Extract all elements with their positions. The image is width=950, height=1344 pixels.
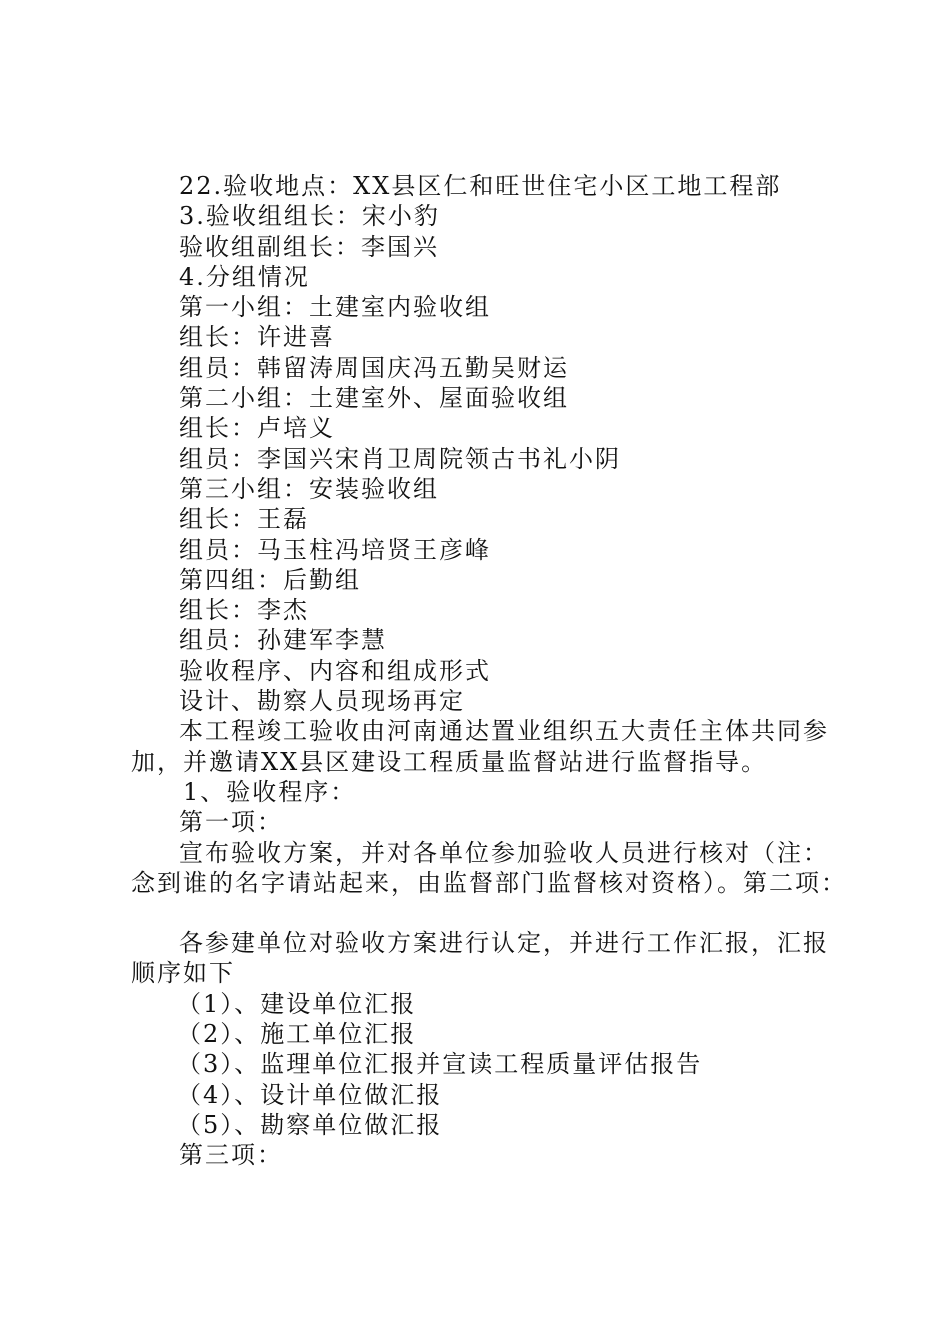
text-line: 第三小组：安装验收组 (179, 474, 439, 503)
text-line: 22.验收地点：XX县区仁和旺世住宅小区工地工程部 (179, 172, 782, 200)
text-line: 3.验收组组长：宋小豹 (179, 202, 440, 231)
text-line: 第四组：后勤组 (179, 565, 361, 594)
text-line: 设计、勘察人员现场再定 (179, 687, 465, 716)
text-line: 第二小组：土建室外、屋面验收组 (179, 384, 569, 413)
text-line: 组长：许进喜 (179, 323, 335, 352)
text-line: 验收程序、内容和组成形式 (179, 656, 491, 685)
paragraph-gap (131, 898, 831, 928)
text-line: 组员：韩留涛周国庆冯五勤吴财运 (179, 353, 569, 382)
text-line: 验收组副组长：李国兴 (179, 232, 439, 261)
text-line: 宣布验收方案，并对各单位参加验收人员进行核对（注： (179, 838, 829, 867)
text-line: 1、验收程序： (183, 777, 357, 806)
text-line: （2）、施工单位汇报 (177, 1020, 417, 1049)
text-line: 念到谁的名字请站起来，由监督部门监督核对资格）。第二项： (131, 868, 847, 897)
text-line: （1）、建设单位汇报 (177, 989, 417, 1018)
text-line: 加，并邀请XX县区建设工程质量监督站进行监督指导。 (131, 747, 768, 776)
text-line: 各参建单位对验收方案进行认定，并进行工作汇报，汇报 (179, 929, 829, 958)
text-line: 第一项： (179, 808, 283, 837)
text-line: 组长：王磊 (179, 505, 309, 534)
text-line: 本工程竣工验收由河南通达置业组织五大责任主体共同参 (179, 717, 829, 746)
text-line: 顺序如下 (131, 959, 235, 988)
text-line: 组员：马玉柱冯培贤王彦峰 (179, 535, 491, 564)
text-line: 组长：卢培义 (179, 414, 335, 443)
text-line: 第一小组：土建室内验收组 (179, 293, 491, 322)
text-line: 组长：李杰 (179, 596, 309, 625)
text-line: 第三项： (179, 1141, 283, 1170)
text-line: 组员：孙建军李慧 (179, 626, 387, 655)
text-line: （3）、监理单位汇报并宣读工程质量评估报告 (177, 1050, 703, 1079)
text-line: （4）、设计单位做汇报 (177, 1080, 443, 1109)
text-line: （5）、勘察单位做汇报 (177, 1110, 443, 1139)
document-body (131, 171, 847, 1171)
text-line: 4.分组情况 (179, 262, 310, 291)
text-line: 组员：李国兴宋肖卫周院领古书礼小阴 (179, 444, 621, 473)
